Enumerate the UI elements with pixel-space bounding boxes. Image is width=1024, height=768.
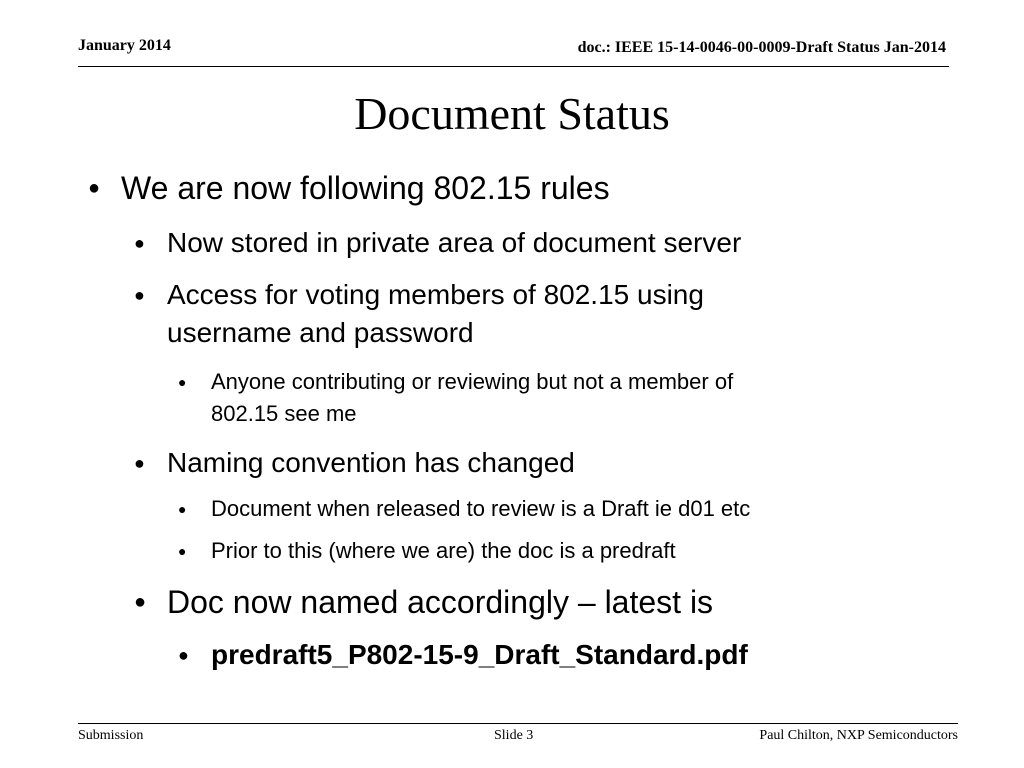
bullet-dot-icon: ●	[134, 285, 145, 305]
bullet-dot-icon: ●	[134, 233, 145, 253]
slide-title: Document Status	[354, 88, 670, 139]
header-date: January 2014	[78, 37, 171, 54]
bullet-dot-icon: ●	[178, 645, 189, 665]
bullet-dot-icon: ●	[134, 453, 145, 473]
bullet-dot-icon: ●	[134, 591, 147, 613]
bullet-dot-icon: ●	[178, 374, 187, 390]
bullet-dot-icon: ●	[88, 177, 101, 199]
footer-slide-number: Slide 3	[494, 728, 534, 743]
header-doc-id: doc.: IEEE 15-14-0046-00-0009-Draft Status Jan-2014	[577, 39, 946, 56]
bullet-text: Document when released to review is a Draft ie d01 etc	[211, 496, 751, 521]
bullet-dot-icon: ●	[178, 543, 187, 559]
bullet-text: Now stored in private area of document server	[167, 227, 742, 258]
bullet-text: Doc now named accordingly – latest is	[167, 584, 714, 620]
bullet-text-line1: Access for voting members of 802.15 using	[167, 279, 704, 310]
bullet-text-filename: predraft5_P802-15-9_Draft_Standard.pdf	[211, 639, 748, 670]
bullet-dot-icon: ●	[178, 501, 187, 517]
footer-divider	[78, 723, 958, 724]
bullet-text: Naming convention has changed	[167, 447, 575, 478]
bullet-text-line1: Anyone contributing or reviewing but not a member of	[211, 369, 734, 394]
bullet-text: Prior to this (where we are) the doc is a predraft	[211, 538, 676, 563]
footer-submission: Submission	[78, 728, 144, 743]
bullet-text-line2: username and password	[167, 317, 474, 348]
bullet-text-line2: 802.15 see me	[211, 401, 357, 426]
bullet-text: We are now following 802.15 rules	[121, 170, 610, 206]
footer-author: Paul Chilton, NXP Semiconductors	[759, 728, 958, 743]
